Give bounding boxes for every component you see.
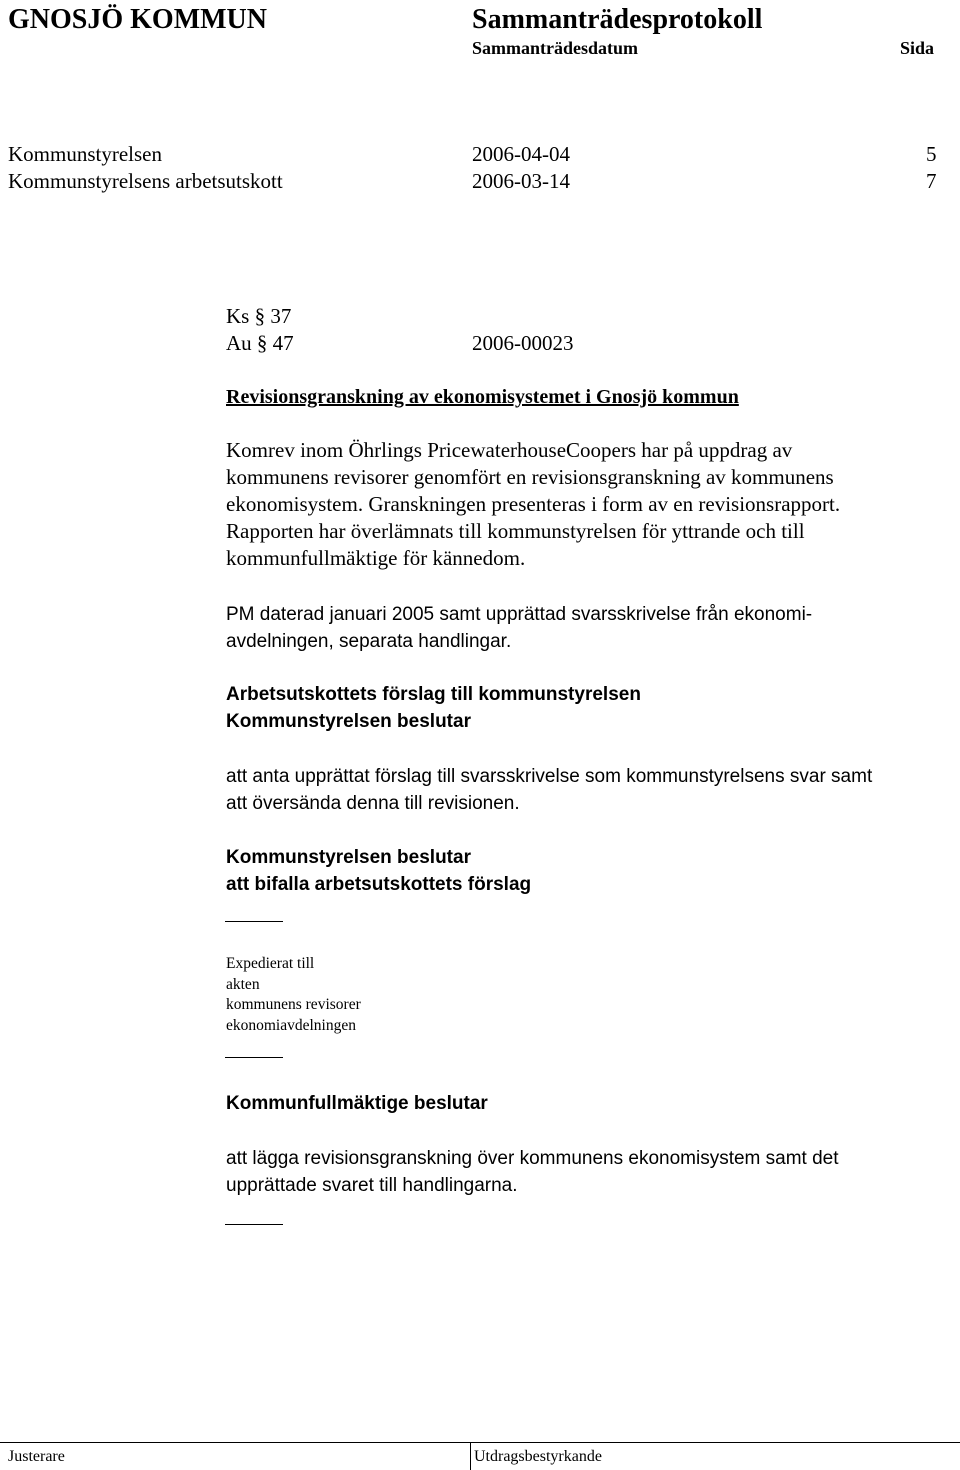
footer-divider xyxy=(470,1442,471,1470)
kf-decision-heading: Kommunfullmäktige beslutar xyxy=(226,1093,488,1114)
document-type: Sammanträdesprotokoll xyxy=(472,4,763,35)
dispatch-list xyxy=(226,954,361,1036)
certification-label: Utdragsbestyrkande xyxy=(474,1448,602,1465)
section-divider xyxy=(225,1057,283,1058)
ks-decision-text: att bifalla arbetsutskottets förslag xyxy=(226,874,532,895)
dispatch-recipient: ekonomiavdelningen xyxy=(226,1016,356,1034)
proposal-line: att anta upprättat förslag till svarsskrivelse som kommunstyrelsens svar samt xyxy=(226,766,873,787)
intro-paragraph xyxy=(226,437,840,572)
section-divider xyxy=(225,921,283,922)
municipality-name: GNOSJÖ KOMMUN xyxy=(8,4,267,35)
proposal-line: att översända denna till revisionen. xyxy=(226,793,520,814)
pm-paragraph xyxy=(226,601,812,655)
meeting-date: 2006-04-04 xyxy=(472,142,570,166)
ks-decision-heading: Kommunstyrelsen beslutar xyxy=(226,847,471,868)
pm-line: PM daterad januari 2005 samt upprättad svarsskrivelse från ekonomi- xyxy=(226,604,813,625)
meeting-page: 5 xyxy=(926,142,937,166)
intro-line: Rapporten har överlämnats till kommunstyrelsen för yttrande och till xyxy=(226,519,805,543)
meeting-date: 2006-03-14 xyxy=(472,169,570,193)
au-proposal-text xyxy=(226,763,872,817)
dispatch-label: Expedierat till xyxy=(226,955,315,972)
intro-line: kommunfullmäktige för kännedom. xyxy=(226,546,526,570)
ks-number: 37 xyxy=(270,304,292,328)
page-label: Sida xyxy=(900,38,935,58)
section-divider xyxy=(225,1224,283,1225)
diary-number: 2006-00023 xyxy=(472,331,574,355)
au-proposal-subheading: Kommunstyrelsen beslutar xyxy=(226,711,471,732)
section-sign-icon: § xyxy=(256,331,268,355)
kf-decision-text xyxy=(226,1145,839,1199)
dispatch-recipient: akten xyxy=(226,975,260,993)
intro-line: ekonomisystem. Granskningen presenteras i form av en revisionsrapport. xyxy=(226,492,841,516)
intro-line: kommunens revisorer genomfört en revisionsgranskning av kommunens xyxy=(226,465,834,489)
ks-paragraph-ref xyxy=(226,306,291,327)
meeting-page: 7 xyxy=(926,169,937,193)
kf-decision-line: att lägga revisionsgranskning över kommunens ekonomisystem samt det xyxy=(226,1148,839,1169)
au-paragraph-ref xyxy=(226,333,294,354)
meeting-body: Kommunstyrelsens arbetsutskott xyxy=(8,169,283,193)
section-sign-icon: § xyxy=(254,304,266,328)
kf-decision-line: upprättade svaret till handlingarna. xyxy=(226,1175,518,1196)
adjuster-label: Justerare xyxy=(8,1448,65,1465)
intro-line: Komrev inom Öhrlings PricewaterhouseCoopers har på uppdrag av xyxy=(226,438,793,462)
document-title: Revisionsgranskning av ekonomisystemet i Gnosjö kommun xyxy=(226,386,739,408)
ks-prefix: Ks xyxy=(226,304,250,328)
footer-rule xyxy=(0,1442,960,1443)
dispatch-recipient: kommunens revisorer xyxy=(226,996,361,1013)
meeting-date-label: Sammanträdesdatum xyxy=(472,38,639,58)
meeting-body: Kommunstyrelsen xyxy=(8,142,162,166)
au-proposal-heading: Arbetsutskottets förslag till kommunstyrelsen xyxy=(226,684,641,705)
au-prefix: Au xyxy=(226,331,252,355)
pm-line: avdelningen, separata handlingar. xyxy=(226,631,512,652)
au-number: 47 xyxy=(272,331,294,355)
